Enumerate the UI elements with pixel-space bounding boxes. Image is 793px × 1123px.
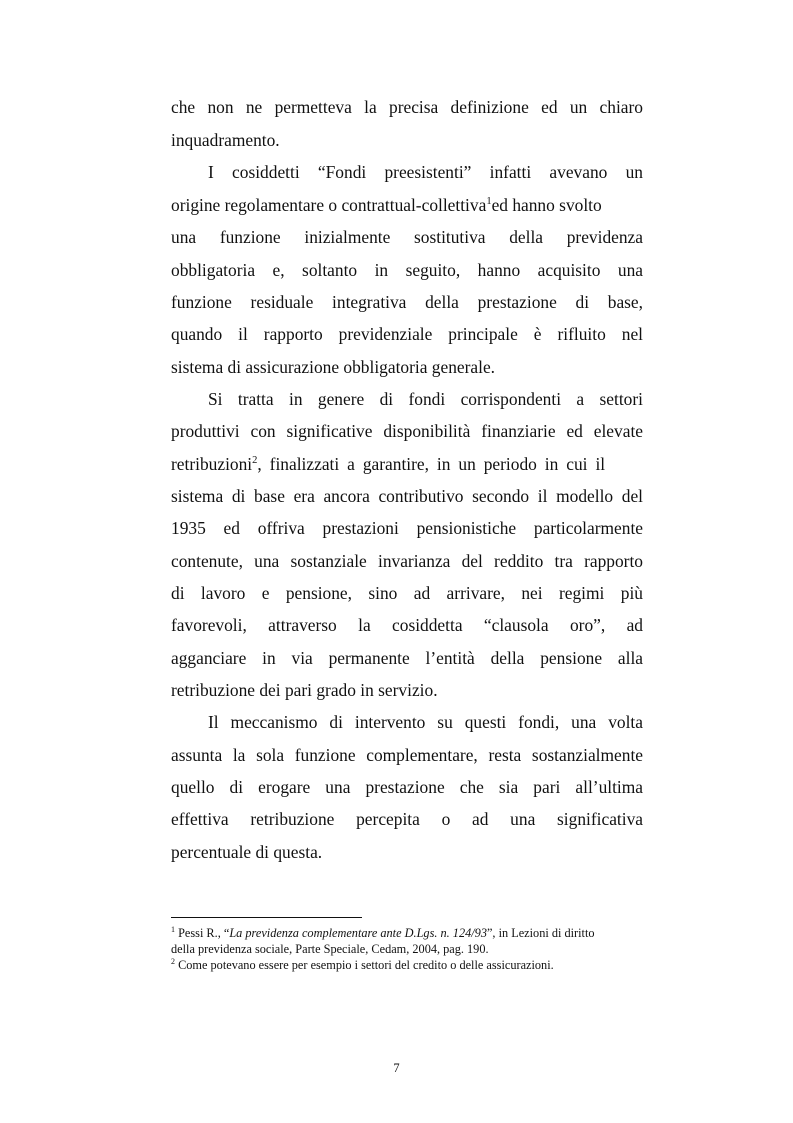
body-line bbox=[171, 452, 643, 476]
footnote-1-continued: della previdenza sociale, Parte Speciale, Cedam, 2004, pag. 190. bbox=[171, 942, 489, 956]
paragraph-start-line: Il meccanismo di intervento su questi fondi, una volta bbox=[208, 712, 643, 732]
body-text: origine regolamentare o contrattual-collettiva bbox=[171, 195, 487, 215]
body-line: percentuale di questa. bbox=[171, 842, 323, 862]
footnote-ref-1: 1 bbox=[486, 196, 492, 207]
paragraph-start-line: Si tratta in genere di fondi corrispondenti a settori bbox=[208, 389, 643, 409]
body-line bbox=[171, 193, 643, 217]
paragraph-start-line: I cosiddetti “Fondi preesistenti” infatti avevano un bbox=[208, 162, 643, 182]
footnote-cited-title: La previdenza complementare ante D.Lgs. n. 124/93 bbox=[229, 926, 487, 940]
body-line: inquadramento. bbox=[171, 130, 280, 150]
body-line: retribuzione dei pari grado in servizio. bbox=[171, 680, 438, 700]
body-line: obbligatoria e, soltanto in seguito, hanno acquisito una bbox=[171, 260, 643, 280]
body-line: sistema di assicurazione obbligatoria generale. bbox=[171, 357, 496, 377]
footnote-ref-2: 2 bbox=[252, 455, 258, 466]
body-text: , finalizzati a garantire, in un periodo in cui il bbox=[257, 454, 606, 474]
body-line: una funzione inizialmente sostitutiva della previdenza bbox=[171, 227, 643, 247]
footnote-2 bbox=[171, 957, 643, 973]
body-line: contenute, una sostanziale invarianza del reddito tra rapporto bbox=[171, 551, 643, 571]
footnote-text: Come potevano essere per esempio i settori del credito o delle assicurazioni. bbox=[178, 958, 554, 972]
footnote-separator bbox=[171, 917, 362, 918]
body-line: sistema di base era ancora contributivo secondo il modello del bbox=[171, 486, 643, 506]
body-line: 1935 ed offriva prestazioni pensionistiche particolarmente bbox=[171, 518, 643, 538]
body-line: effettiva retribuzione percepita o ad una significativa bbox=[171, 809, 643, 829]
footnote-text: Pessi R., “ bbox=[178, 926, 230, 940]
body-line: agganciare in via permanente l’entità della pensione alla bbox=[171, 648, 643, 668]
footnote-marker: 1 bbox=[171, 925, 175, 934]
body-line: quello di erogare una prestazione che sia pari all’ultima bbox=[171, 777, 643, 797]
footnote-1 bbox=[171, 925, 643, 941]
body-line: di lavoro e pensione, sino ad arrivare, nei regimi più bbox=[171, 583, 643, 603]
body-line: che non ne permetteva la precisa definizione ed un chiaro bbox=[171, 97, 643, 117]
body-text: retribuzioni bbox=[171, 454, 253, 474]
body-line: assunta la sola funzione complementare, resta sostanzialmente bbox=[171, 745, 643, 765]
body-line: favorevoli, attraverso la cosiddetta “clausola oro”, ad bbox=[171, 615, 643, 635]
footnote-marker: 2 bbox=[171, 957, 175, 966]
body-line: produttivi con significative disponibilità finanziarie ed elevate bbox=[171, 421, 643, 441]
body-text: ed hanno svolto bbox=[491, 195, 602, 215]
page-number: 7 bbox=[393, 1061, 400, 1075]
body-line: funzione residuale integrativa della prestazione di base, bbox=[171, 292, 643, 312]
footnote-text: ”, in Lezioni di diritto bbox=[486, 926, 595, 940]
body-line: quando il rapporto previdenziale principale è rifluito nel bbox=[171, 324, 643, 344]
